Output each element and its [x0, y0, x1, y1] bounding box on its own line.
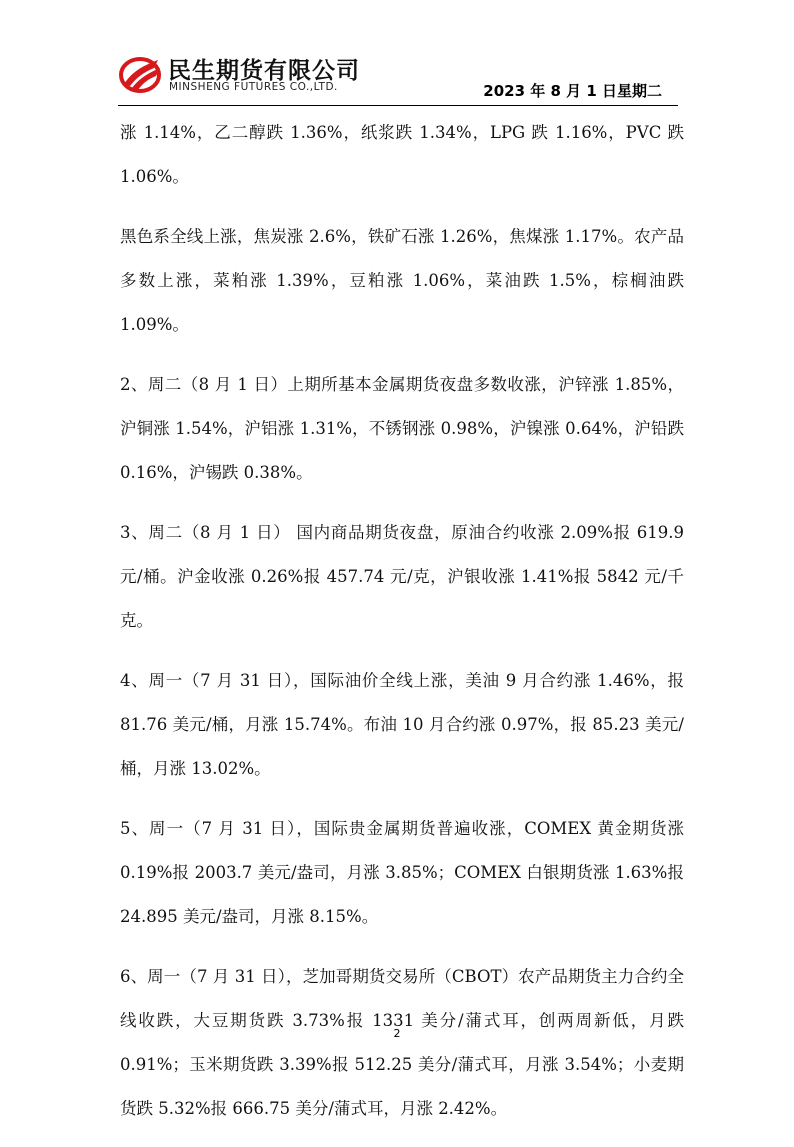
- minsheng-logo-icon: [118, 54, 162, 94]
- paragraph-cbot-agricultural: 6、周一（7 月 31 日），芝加哥期货交易所（CBOT）农产品期货主力合约全线收跌，大豆期货跌 3.73%报 1331 美分/蒲式耳，创两周新低，月跌 0.91%；玉米期货跌 3.39%报 512.25 美分/蒲式耳，月涨 3.54%；小麦期货跌 5.32%报 666.75 美分/蒲式耳，月涨 2.42%。: [120, 967, 684, 1118]
- company-name-en: MINSHENG FUTURES CO.,LTD.: [169, 81, 338, 93]
- document-body: [120, 111, 684, 1147]
- paragraph-ferrous-agricultural: 黑色系全线上涨，焦炭涨 2.6%，铁矿石涨 1.26%，焦煤涨 1.17%。农产品多数上涨，菜粕涨 1.39%，豆粕涨 1.06%，菜油跌 1.5%，棕榈油跌 1.09%。: [120, 227, 684, 334]
- report-date: 2023 年 8 月 1 日星期二: [483, 82, 662, 100]
- company-logo: [118, 50, 378, 100]
- paragraph-base-metals: 2、周二（8 月 1 日）上期所基本金属期货夜盘多数收涨，沪锌涨 1.85%，沪铜涨 1.54%，沪铝涨 1.31%，不锈钢涨 0.98%，沪镍涨 0.64%，沪铅跌 0.16%，沪锡跌 0.38%。: [120, 375, 684, 482]
- paragraph-energy-chemicals-continued: 涨 1.14%，乙二醇跌 1.36%，纸浆跌 1.34%，LPG 跌 1.16%，PVC 跌 1.06%。: [120, 123, 684, 186]
- paragraph-precious-metals: 5、周一（7 月 31 日），国际贵金属期货普遍收涨，COMEX 黄金期货涨 0.19%报 2003.7 美元/盎司，月涨 3.85%；COMEX 白银期货涨 1.63%报 24.895 美元/盎司，月涨 8.15%。: [120, 819, 684, 926]
- paragraph-domestic-night-session: 3、周二（8 月 1 日） 国内商品期货夜盘，原油合约收涨 2.09%报 619.9 元/桶。沪金收涨 0.26%报 457.74 元/克，沪银收涨 1.41%报 5842 元/千克。: [120, 523, 684, 630]
- page-header: [118, 50, 678, 106]
- paragraph-international-oil: 4、周一（7 月 31 日），国际油价全线上涨，美油 9 月合约涨 1.46%，报 81.76 美元/桶，月涨 15.74%。布油 10 月合约涨 0.97%，报 85.23 美元/桶，月涨 13.02%。: [120, 671, 684, 778]
- page-number: 2: [393, 1027, 401, 1040]
- header-divider: [118, 105, 678, 106]
- company-name-cn: 民生期货有限公司: [168, 58, 360, 84]
